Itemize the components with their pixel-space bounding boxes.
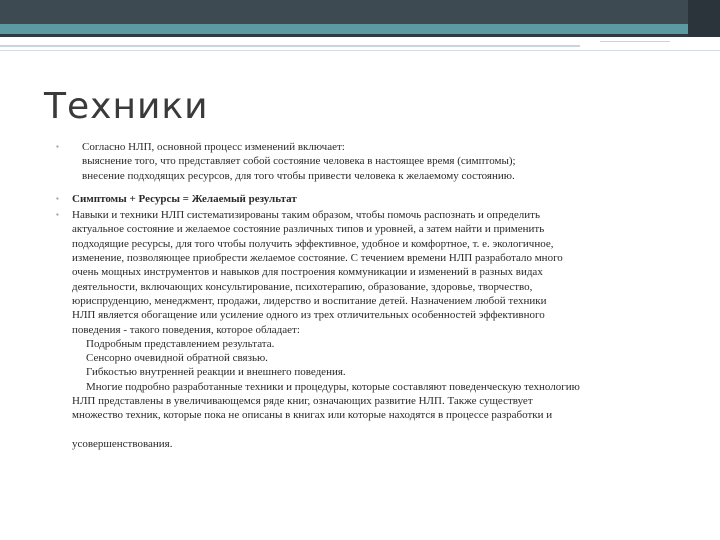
decorative-line <box>600 41 670 42</box>
intro-line: внесение подходящих ресурсов, для того чтобы привести человека к желаемому состоянию. <box>82 169 515 182</box>
slide-title: Техники <box>44 86 209 127</box>
intro-text <box>0 140 622 183</box>
decorative-line <box>0 45 580 47</box>
paragraph-line: очень мощных инструментов и навыков для построения коммуникации и изменений в разных видах <box>72 266 543 279</box>
quality-item: Гибкостью внутренней реакции и внешнего поведения. <box>86 366 346 379</box>
techniques-paragraph <box>0 208 672 451</box>
paragraph-line: изменение, позволяющее приобрести желаемое состояние. С течением времени НЛП разработало много <box>72 252 563 265</box>
bullet-marker-icon: ▪ <box>56 193 59 203</box>
quality-item: Сенсорно очевидной обратной связью. <box>86 352 268 365</box>
bullet-techniques <box>0 208 720 451</box>
closing-line: НЛП представлены в увеличивающемся ряде книг, означающих развитие НЛП. Также существует <box>72 395 533 408</box>
closing-line: множество техник, которые пока не описаны в книгах или которые находятся в процессе разработки и <box>72 409 553 422</box>
decorative-line <box>0 50 720 51</box>
quality-item: Подробным представлением результата. <box>86 337 275 350</box>
paragraph-line: Навыки и техники НЛП систематизированы таким образом, чтобы помочь распознать и определить <box>72 209 540 222</box>
intro-line: Согласно НЛП, основной процесс изменений включает: <box>82 141 345 153</box>
paragraph-line: деятельности, включающих консультирование, психотерапию, образование, здоровье, творчество, <box>72 280 533 293</box>
header-dark-line <box>0 34 720 37</box>
intro-line: выяснение того, что представляет собой состояние человека в настоящее время (симптомы); <box>82 155 516 168</box>
paragraph-line: НЛП является обогащение или усиление одного из трех отличительных особенностей эффективного <box>72 309 545 322</box>
header-corner-block <box>688 0 720 37</box>
bullet-intro <box>0 140 720 183</box>
bullet-marker-icon: ▪ <box>56 210 59 220</box>
spacer <box>72 423 672 437</box>
header-dark-bar <box>0 0 720 24</box>
formula-text: Симптомы + Ресурсы = Желаемый результат <box>72 192 297 205</box>
final-line: усовершенствования. <box>72 437 173 450</box>
bullet-formula <box>0 192 720 206</box>
paragraph-line: актуальное состояние и желаемое состояние различных типов и уровней, а затем найти и применить <box>72 223 545 236</box>
closing-line: Многие подробно разработанные техники и процедуры, которые составляют поведенческую технологию <box>86 380 580 393</box>
slide-content <box>0 140 720 451</box>
paragraph-line: подходящие ресурсы, для того чтобы получить эффективное, удобное и комфортное, т. е. экологичное, <box>72 237 554 250</box>
header-teal-band <box>0 24 720 34</box>
bullet-marker-icon: ▪ <box>56 142 59 151</box>
paragraph-line: юриспруденцию, менеджмент, продажи, лидерство и воспитание детей. Назначением любой техники <box>72 294 547 307</box>
paragraph-line: поведения - такого поведения, которое обладает: <box>72 323 300 336</box>
